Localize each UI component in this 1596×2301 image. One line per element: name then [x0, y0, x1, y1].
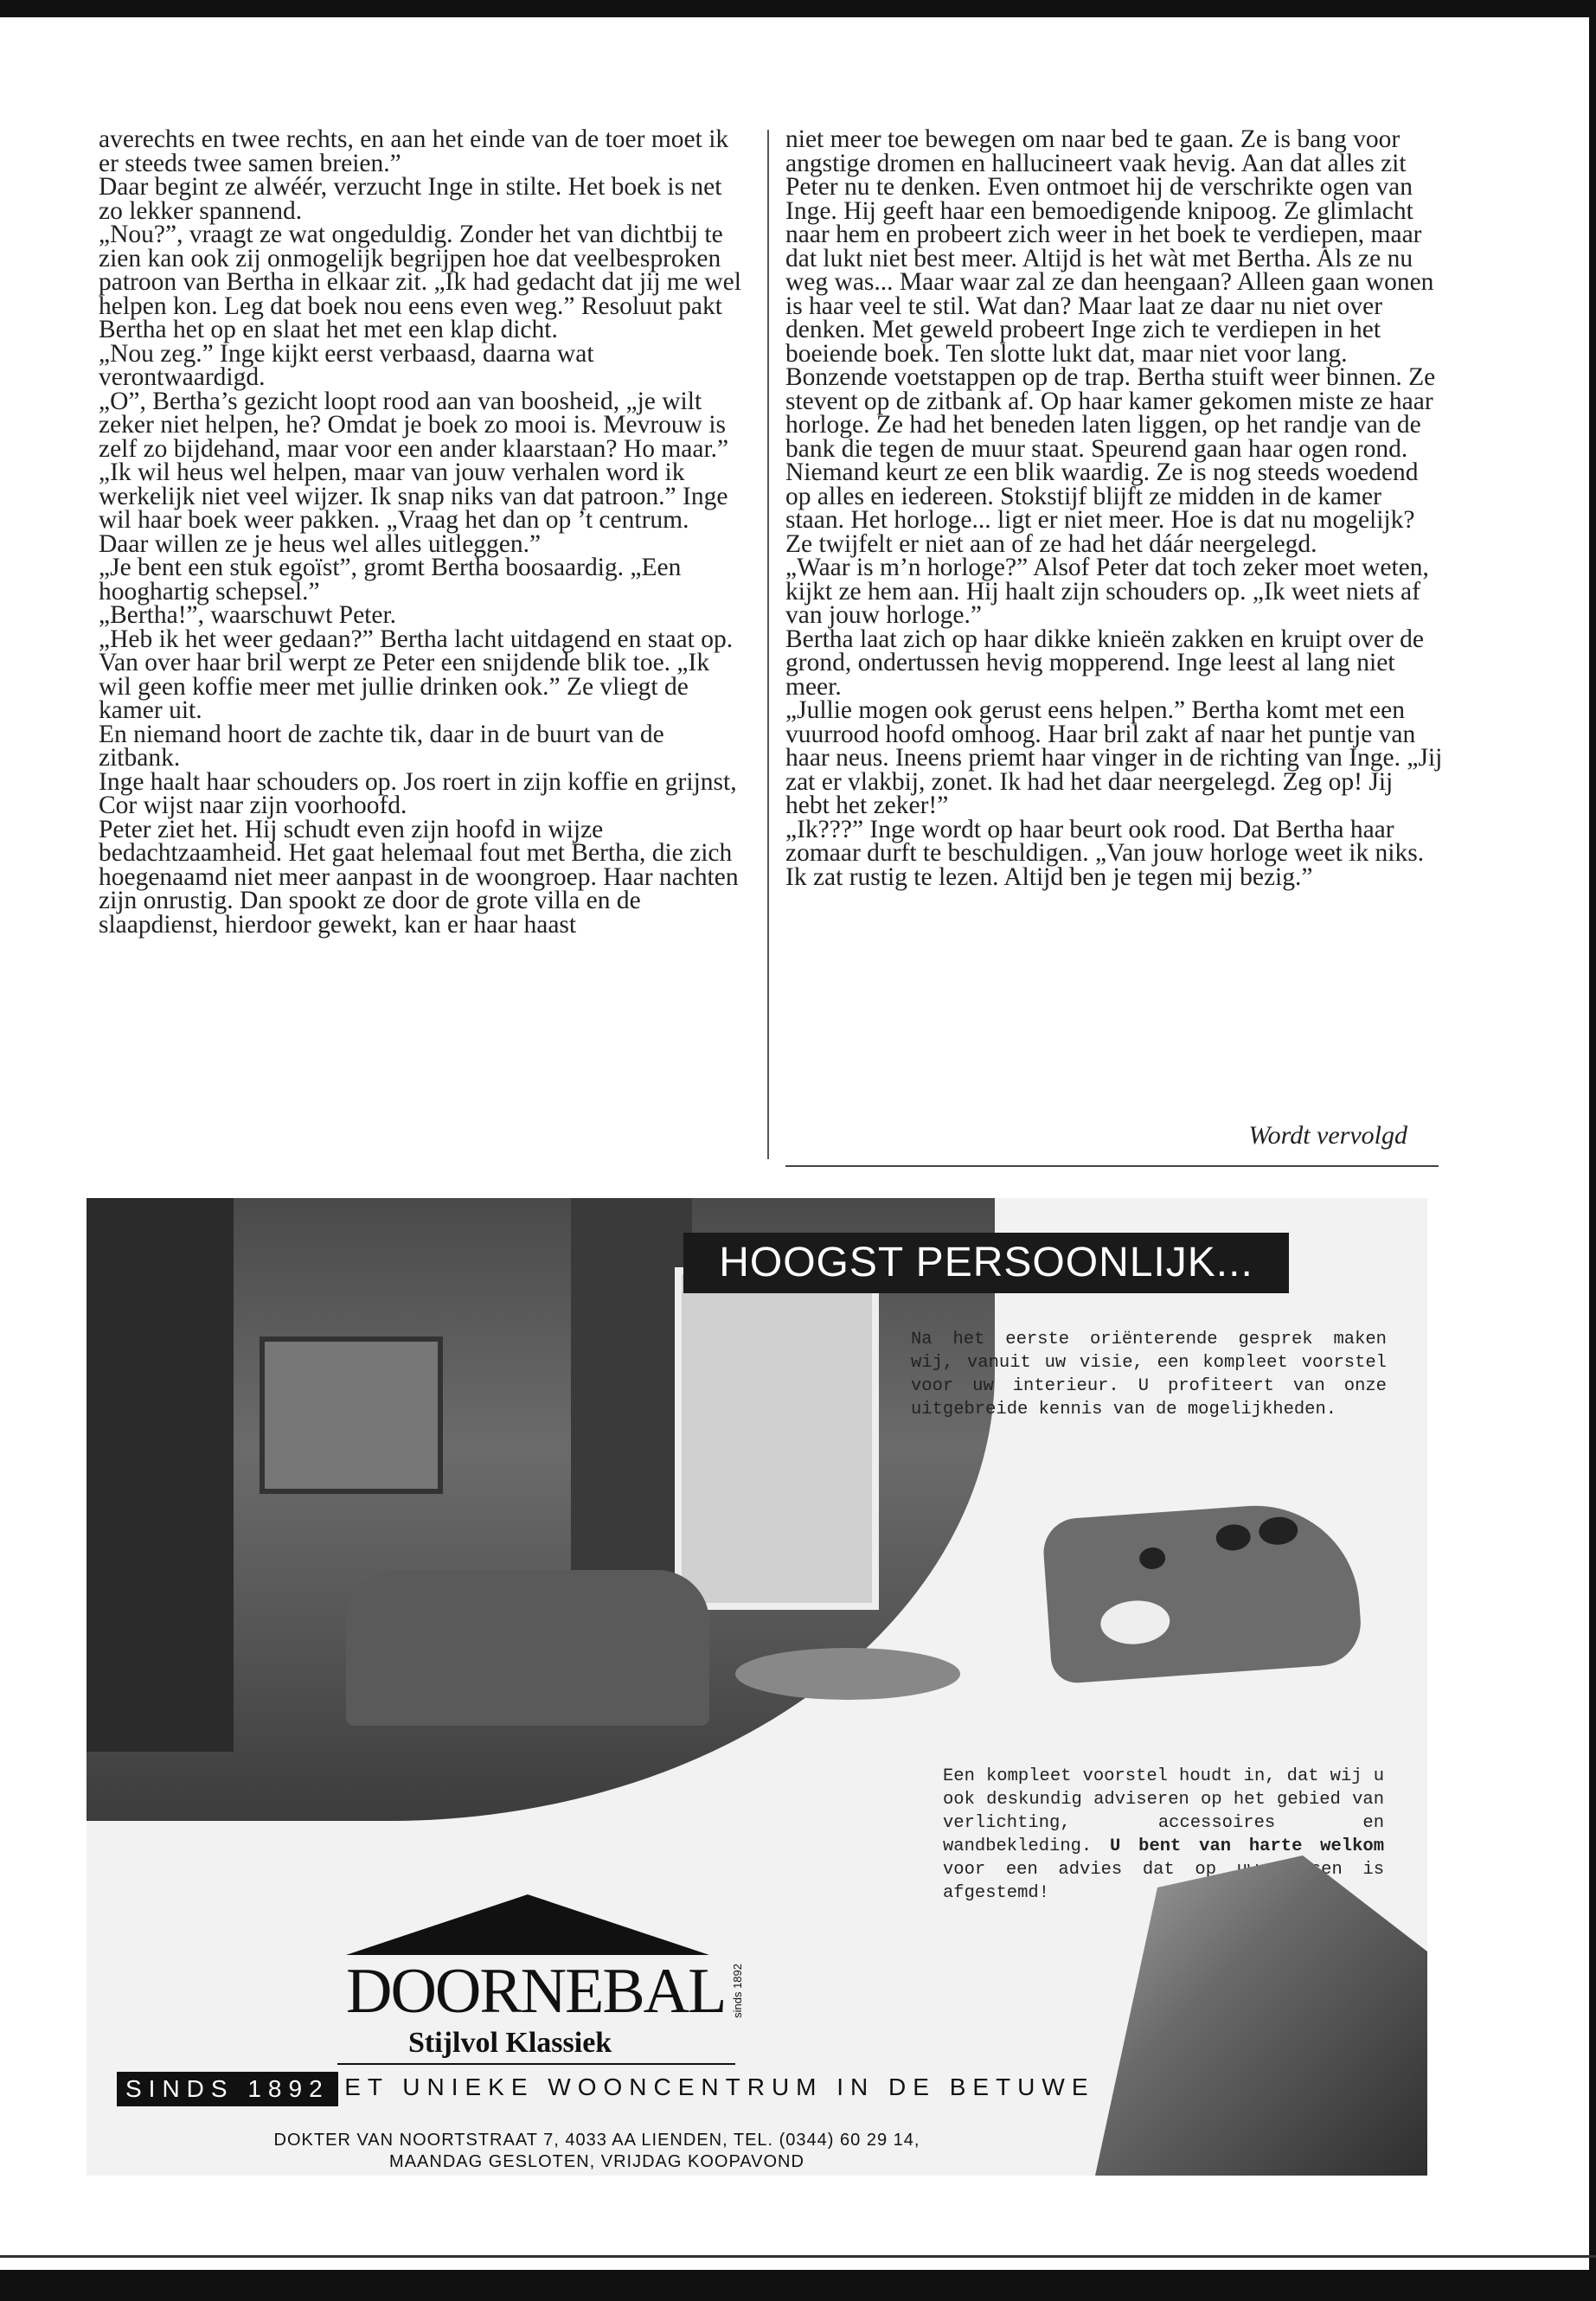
- article-right-column: [785, 125, 1443, 891]
- cabinet-image: [87, 1198, 234, 1752]
- page-top-border: [0, 0, 1596, 17]
- ad-offer-text-end: voor een advies dat op uw wensen is afgestemd!: [943, 1860, 1384, 1903]
- paragraph: Daar begint ze alwéér, verzucht Inge in stilte. Het boek is net zo lekker spannend.: [99, 173, 722, 225]
- paragraph: Inge haalt haar schouders op. Jos roert in zijn koffie en grijnst, Cor wijst naar zijn voorhoofd.: [99, 767, 737, 819]
- table-image: [735, 1648, 960, 1700]
- continued-label: Wordt vervolgd: [1248, 1121, 1407, 1150]
- paragraph: „Nou?”, vraagt ze wat ongeduldig. Zonder het van dichtbij te zien kan ook zij onmogelijk begrijpen hoe dat veelbesproken patroon van Bertha in elkaar zit. „Ik had gedacht dat jij me wel helpen kon. Leg dat boek nou eens even weg.” Resoluut pakt Bertha het op en slaat het met een klap dicht.: [99, 221, 741, 343]
- article-left-column: [99, 125, 743, 939]
- address-line: MAANDAG GESLOTEN, VRIJDAG KOOPAVOND: [389, 2152, 804, 2171]
- paint-palette-image: [1042, 1499, 1363, 1685]
- paragraph: Bonzende voetstappen op de trap. Bertha stuift weer binnen. Ze stevent op de zitbank af. Op haar kamer gekomen miste ze haar horloge. Ze had het beneden laten liggen, op het randje van de bank die tegen de muur staat. Speurend gaan haar ogen rond. Niemand keurt ze een blik waardig. Ze is nog steeds woedend op alles en iedereen. Stokstijf blijft ze midden in de kamer staan. Het horloge... ligt er niet meer. Hoe is dat nu mogelijk? Ze twijfelt er niet aan of ze had het dáár neergelegd.: [785, 363, 1436, 558]
- ad-address: [208, 2130, 986, 2173]
- paragraph: „O”, Bertha’s gezicht loopt rood aan van boosheid, „je wilt zeker niet helpen, he? Omdat je boek zo mooi is. Mevrouw is zelf zo bijdehand, maar voor een ander klaarstaan? Ho maar.”: [99, 387, 729, 463]
- page-right-border: [1589, 0, 1596, 2301]
- curtain-image: [571, 1198, 692, 1596]
- paragraph: „Waar is m’n horloge?” Alsof Peter dat toch zeker moet weten, kijkt ze hem aan. Hij haalt zijn schouders op. „Ik weet niets af van jouw horloge.”: [785, 554, 1429, 629]
- paragraph: averechts en twee rechts, en aan het einde van de toer moet ik er steeds twee samen breien.”: [99, 125, 729, 177]
- window-image: [675, 1267, 879, 1610]
- logo-since: sinds 1892: [731, 1964, 744, 2018]
- column-divider: [767, 130, 769, 1159]
- paragraph: „Ik wil heus wel helpen, maar van jouw verhalen word ik werkelijk niet veel wijzer. Ik snap niks van dat patroon.” Inge wil haar boek weer pakken. „Vraag het dan op ’t centrum. Daar willen ze je heus wel alles uitleggen.”: [99, 458, 728, 558]
- mirror-image: [260, 1336, 443, 1494]
- paint-blob-white: [1099, 1599, 1171, 1646]
- logo-underline: [337, 2063, 735, 2065]
- paragraph: „Bertha!”, waarschuwt Peter.: [99, 601, 397, 629]
- paragraph: En niemand hoort de zachte tik, daar in de buurt van de zitbank.: [99, 720, 664, 772]
- sofa-image: [346, 1570, 709, 1726]
- paragraph: „Nou zeg.” Inge kijkt eerst verbaasd, daarna wat verontwaardigd.: [99, 339, 594, 391]
- paragraph: Bertha laat zich op haar dikke knieën zakken en kruipt over de grond, ondertussen hevig mopperend. Inge leest al lang niet meer.: [785, 625, 1425, 701]
- address-line: DOKTER VAN NOORTSTRAAT 7, 4033 AA LIENDEN, TEL. (0344) 60 29 14,: [273, 2131, 920, 2150]
- paragraph: „Jullie mogen ook gerust eens helpen.” Bertha komt met een vuurrood hoofd omhoog. Haar bril zakt af naar het puntje van haar neus. Ineens priemt haar vinger in de richting van Inge. „Jij zat er vlakbij, zonet. Ik had het daar neergelegd. Zeg op! Jij hebt het zeker!”: [785, 696, 1443, 819]
- paragraph: Peter ziet het. Hij schudt even zijn hoofd in wijze bedachtzaamheid. Het gaat helemaal fout met Bertha, die zich hoegenaamd niet meer aanpast in de woongroep. Haar nachten zijn onrustig. Dan spookt ze door de grote villa en de slaapdienst, hierdoor gewekt, kan er haar haast: [99, 815, 739, 939]
- ad-offer-text-bold: U bent van harte welkom: [1110, 1836, 1384, 1856]
- page-bottom-border: [0, 2270, 1596, 2301]
- advertisement: [87, 1198, 1427, 2176]
- paint-blob: [1138, 1547, 1166, 1570]
- paragraph: „Je bent een stuk egoïst”, gromt Bertha boosaardig. „Een hooghartig schepsel.”: [99, 554, 682, 606]
- logo-roof-icon: [346, 1894, 709, 1955]
- ad-tagline: HET UNIEKE WOONCENTRUM IN DE BETUWE: [320, 2073, 1095, 2100]
- since-badge: SINDS 1892: [117, 2072, 338, 2106]
- ad-offer-text-start: Een kompleet voorstel houdt in, dat wij u ook deskundig adviseren op het gebied van verlichting, accessoires en wandbekleding.: [943, 1766, 1384, 1856]
- page-bottom-rule: [0, 2255, 1596, 2258]
- ad-intro-text: Na het eerste oriënterende gesprek maken wij, vanuit uw visie, een kompleet voorstel voor uw interieur. U profiteert van onze uitgebreide kennis van de mogelijkheden.: [911, 1330, 1387, 1420]
- paint-blob: [1258, 1516, 1298, 1546]
- paragraph: „Heb ik het weer gedaan?” Bertha lacht uitdagend en staat op. Van over haar bril werpt ze Peter een snijdende blik toe. „Ik wil geen koffie meer met jullie drinken ook.” Ze vliegt de kamer uit.: [99, 625, 734, 724]
- paint-blob: [1215, 1523, 1252, 1552]
- ad-headline: HOOGST PERSOONLIJK...: [683, 1233, 1289, 1293]
- paragraph: niet meer toe bewegen om naar bed te gaan. Ze is bang voor angstige dromen en hallucineert vaak hevig. Aan dat alles zit Peter nu te denken. Even ontmoet hij de verschrikte ogen van Inge. Hij geeft haar een bemoedigende knipoog. Ze glimlacht naar hem en probeert zich weer in het boek te verdiepen, maar dat lukt niet best meer. Altijd is het wàt met Bertha. Als ze nu weg was... Maar waar zal ze dan heengaan? Alleen gaan wonen is haar veel te stil. Wat dan? Maar laat ze daar nu niet over denken. Met geweld probeert Inge zich te verdiepen in het boeiende boek. Ten slotte lukt dat, maar niet voor lang.: [785, 125, 1434, 368]
- logo-subtitle: Stijlvol Klassiek: [408, 2027, 612, 2059]
- article-end-rule: [785, 1165, 1439, 1167]
- logo-name: DOORNEBAL: [346, 1956, 726, 2027]
- paragraph: „Ik???” Inge wordt op haar beurt ook rood. Dat Bertha haar zomaar durft te beschuldigen. „Van jouw horloge weet ik niks. Ik zat rustig te lezen. Altijd ben je tegen mij bezig.”: [785, 815, 1425, 891]
